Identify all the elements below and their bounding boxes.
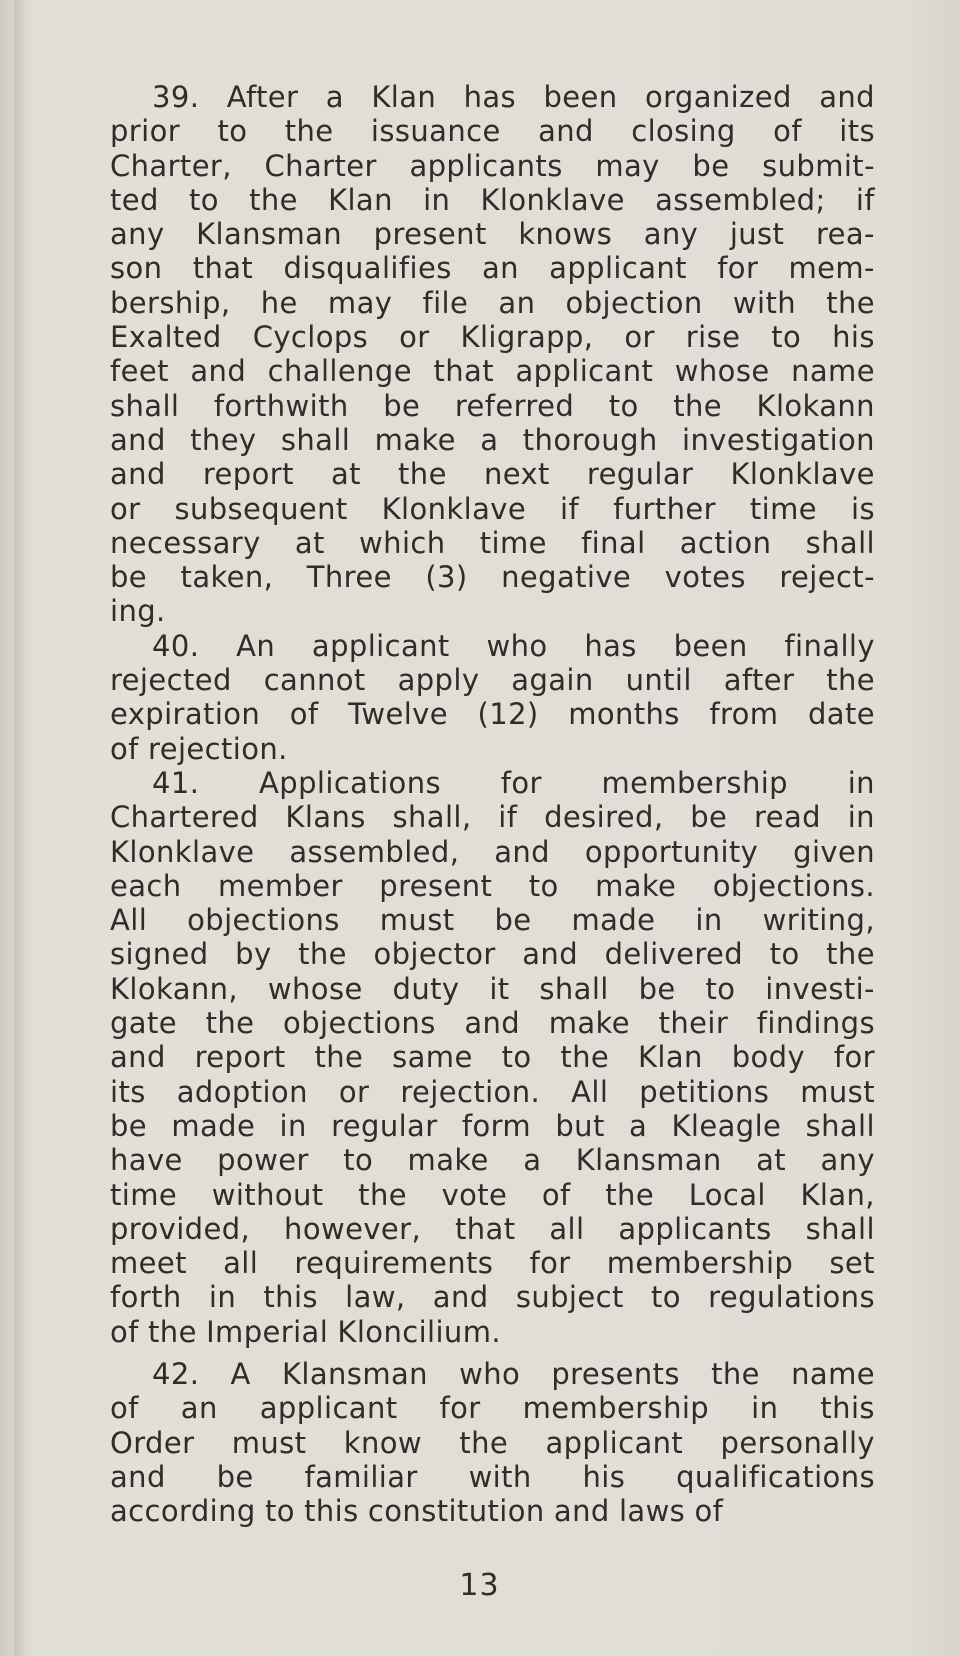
text-line: All objections must be made in writing,: [110, 903, 875, 938]
text-line: signed by the objector and delivered to the: [110, 937, 875, 972]
text-line: Klonklave assembled, and opportunity given: [110, 834, 875, 869]
text-line: Klokann, whose duty it shall be to investi-: [110, 971, 875, 1006]
text-line: ing.: [110, 594, 166, 629]
body-text: [110, 80, 875, 1528]
text-line: have power to make a Klansman at any: [110, 1143, 875, 1178]
text-line: any Klansman present knows any just rea-: [110, 217, 875, 252]
text-line: according to this constitution and laws of: [110, 1494, 724, 1529]
text-line: 41. Applications for membership in: [152, 765, 875, 800]
text-line: of rejection.: [110, 731, 288, 766]
text-line: or subsequent Klonklave if further time is: [110, 491, 875, 526]
text-line: bership, he may file an objection with the: [110, 285, 875, 320]
text-line: rejected cannot apply again until after the: [110, 663, 875, 698]
text-line: each member present to make objections.: [110, 868, 875, 903]
paragraph-42: [110, 1357, 875, 1528]
text-line: 42. A Klansman who presents the name: [152, 1356, 875, 1391]
text-line: meet all requirements for membership set: [110, 1246, 875, 1281]
paragraph-41: [110, 766, 875, 1349]
text-line: be taken, Three (3) negative votes reject-: [110, 560, 875, 595]
paragraph-40: [110, 629, 875, 766]
text-line: and be familiar with his qualifications: [110, 1459, 875, 1494]
text-line: necessary at which time final action shall: [110, 525, 875, 560]
text-line: son that disqualifies an applicant for mem-: [110, 251, 875, 286]
text-line: provided, however, that all applicants shall: [110, 1211, 875, 1246]
text-line: time without the vote of the Local Klan,: [110, 1177, 875, 1212]
text-line: be made in regular form but a Kleagle shall: [110, 1108, 875, 1143]
text-line: 40. An applicant who has been finally: [152, 628, 875, 663]
text-line: Chartered Klans shall, if desired, be read in: [110, 800, 875, 835]
text-line: 39. After a Klan has been organized and: [152, 80, 875, 114]
text-line: its adoption or rejection. All petitions must: [110, 1074, 875, 1109]
paragraph-39: [110, 80, 875, 629]
page-binding-shadow: [14, 0, 28, 1656]
text-line: Order must know the applicant personally: [110, 1425, 875, 1460]
text-line: Exalted Cyclops or Kligrapp, or rise to his: [110, 320, 875, 355]
text-line: of the Imperial Kloncilium.: [110, 1314, 501, 1349]
text-line: forth in this law, and subject to regulations: [110, 1280, 875, 1315]
text-line: Charter, Charter applicants may be submit-: [110, 148, 875, 183]
text-line: feet and challenge that applicant whose name: [110, 354, 875, 389]
text-line: ted to the Klan in Klonklave assembled; if: [110, 182, 875, 217]
text-line: and they shall make a thorough investigation: [110, 422, 875, 457]
text-line: and report the same to the Klan body for: [110, 1040, 875, 1075]
text-line: and report at the next regular Klonklave: [110, 457, 875, 492]
text-line: expiration of Twelve (12) months from date: [110, 697, 875, 732]
text-line: prior to the issuance and closing of its: [110, 114, 875, 149]
page-number: 13: [459, 1568, 500, 1603]
text-line: shall forthwith be referred to the Klokann: [110, 388, 875, 423]
text-line: gate the objections and make their findings: [110, 1006, 875, 1041]
text-line: of an applicant for membership in this: [110, 1391, 875, 1426]
